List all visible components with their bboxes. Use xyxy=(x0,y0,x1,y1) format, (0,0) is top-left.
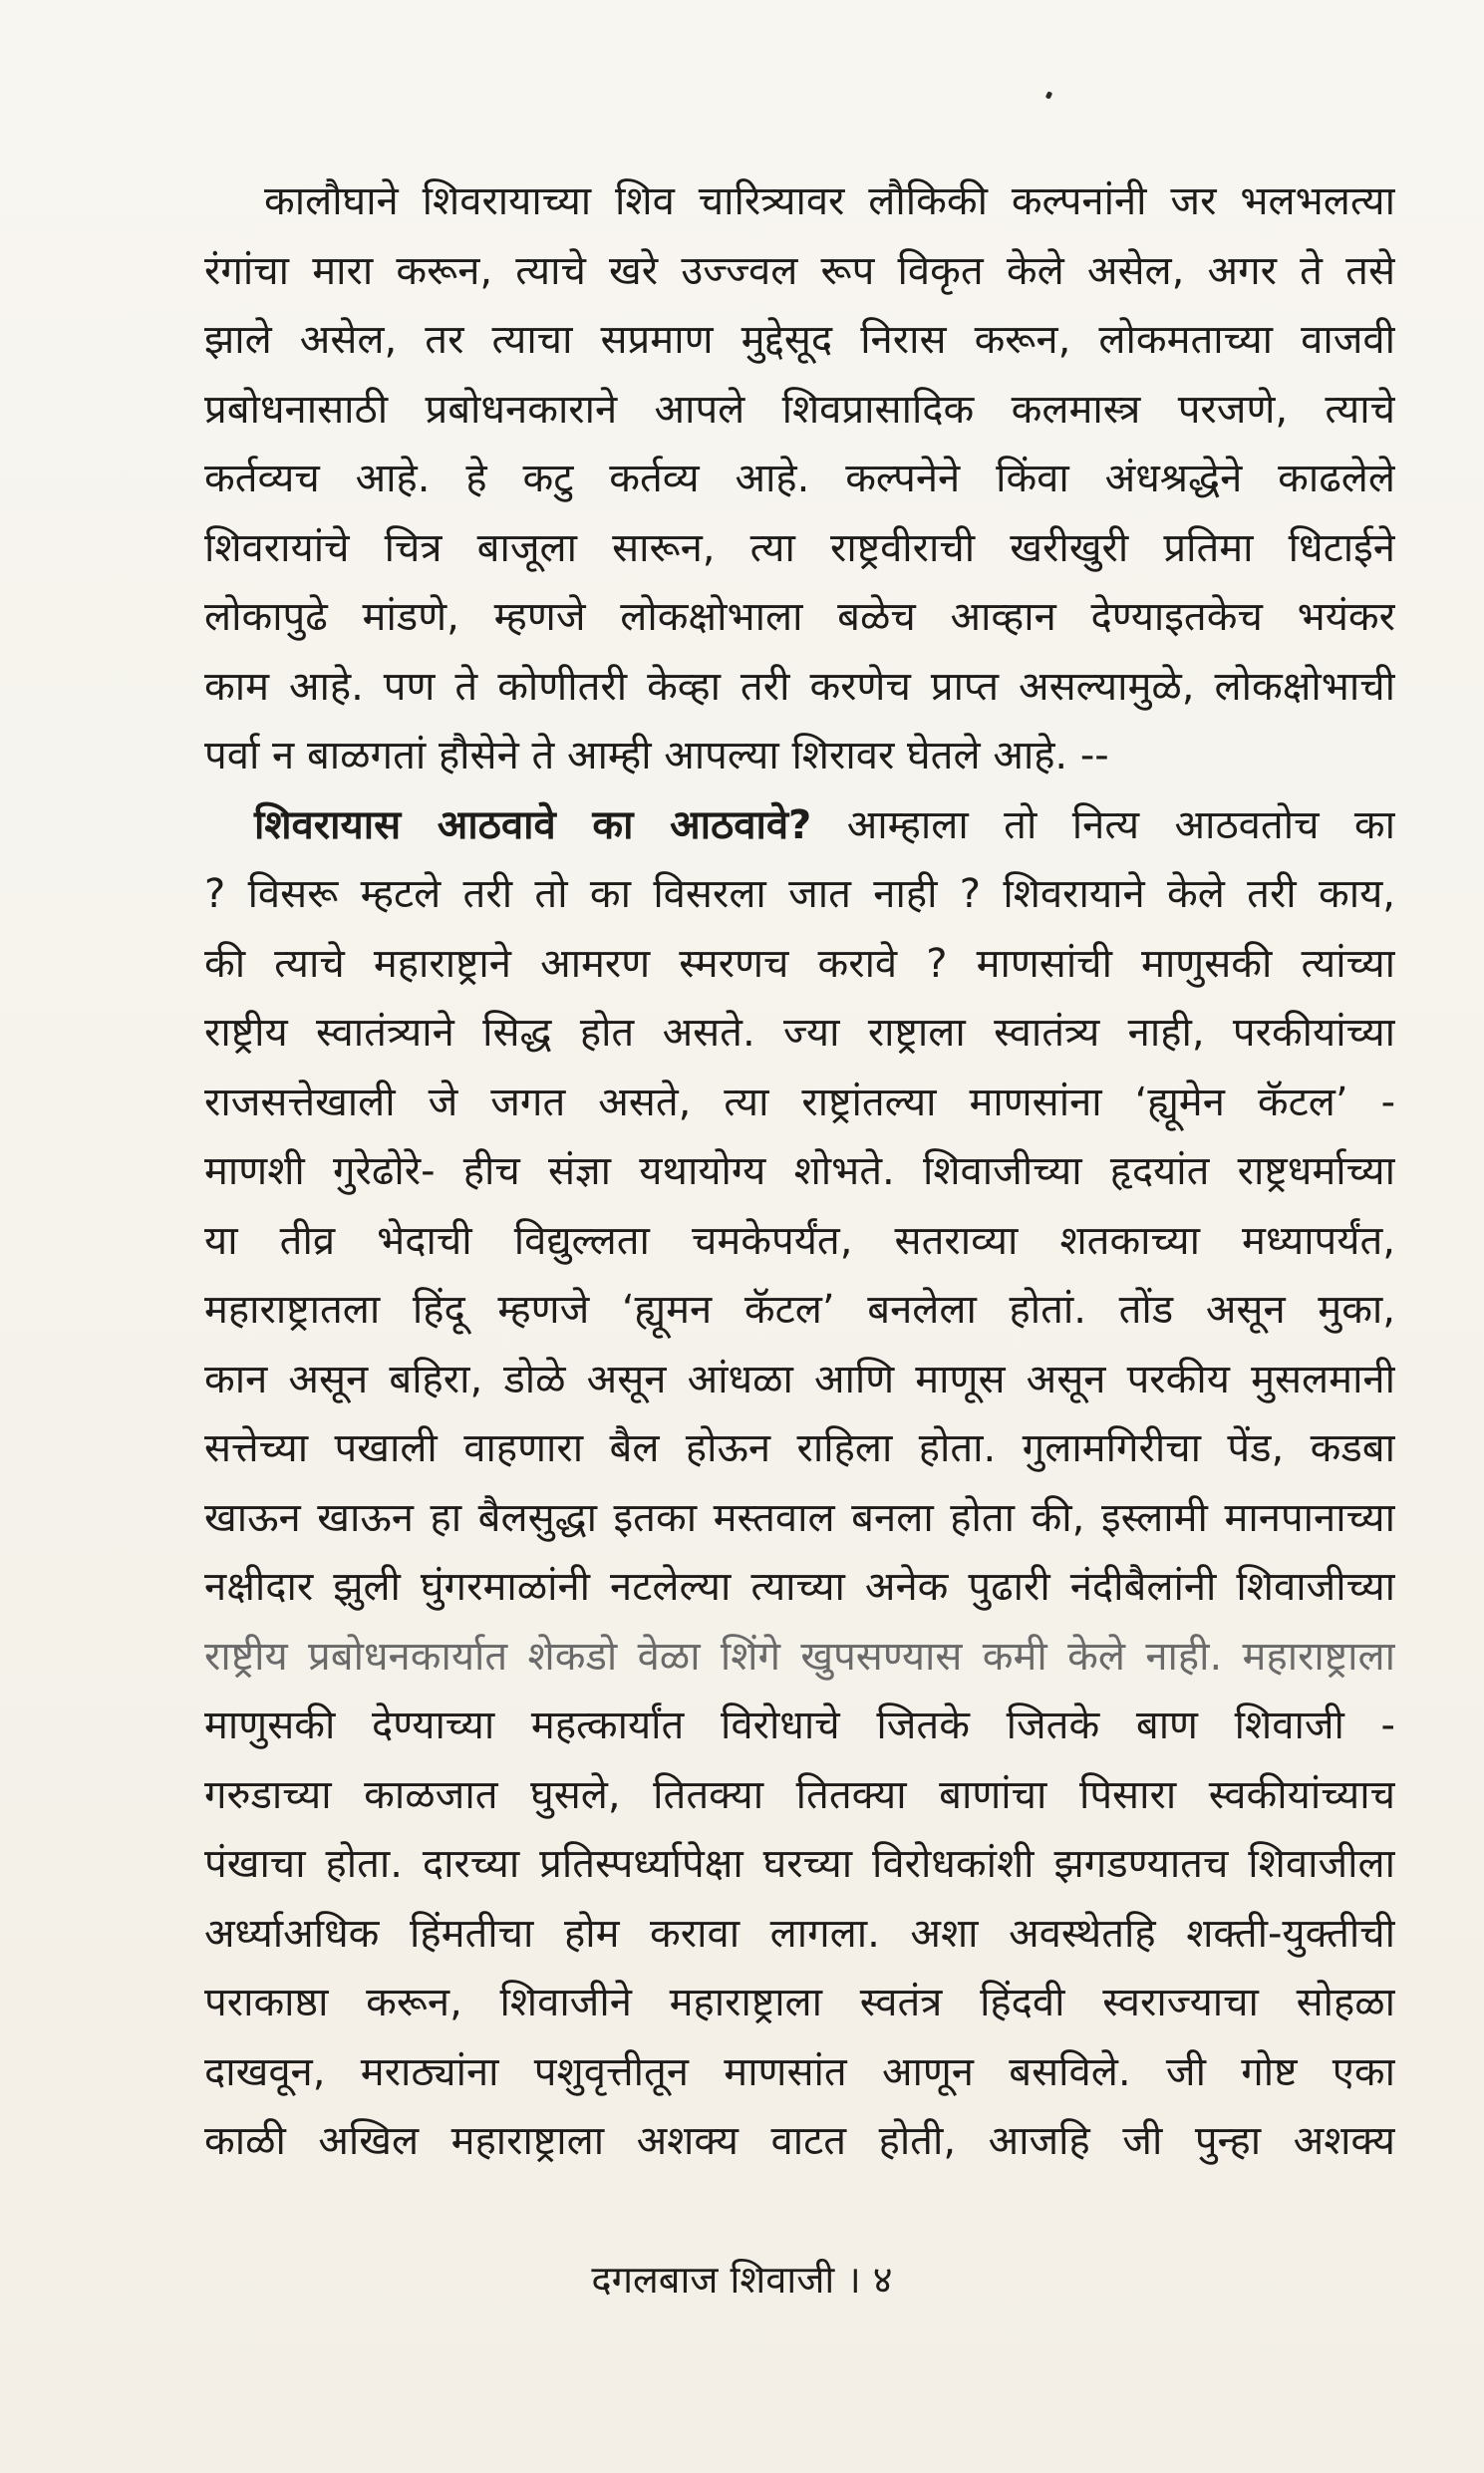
paragraph-2-line-4: राष्ट्रीय स्वातंत्र्याने सिद्ध होत असते. ज्या राष्ट्राला स्वातंत्र्य नाही, परकीयांच्या xyxy=(204,1010,1395,1056)
paragraph-2-line-6: माणशी गुरेढोरे- हीच संज्ञा यथायोग्य शोभते. शिवाजीच्या हृदयांत राष्ट्रधर्माच्या xyxy=(204,1148,1395,1194)
paragraph-2-line-16: पंखाचा होता. दारच्या प्रतिस्पर्ध्यापेक्षा घरच्या विरोधकांशी झगडण्यातच शिवाजीला xyxy=(204,1841,1395,1887)
paragraph-2-line-1 xyxy=(204,791,1395,861)
paragraph-1-line-8: काम आहे. पण ते कोणीतरी केव्हा तरी करणेच प्राप्त असल्यामुळे, लोकक्षोभाची xyxy=(204,663,1395,710)
paragraph-2-line-15: गरुडाच्या काळजात घुसले, तितक्या तितक्या बाणांचा पिसारा स्वकीयांच्याच xyxy=(204,1771,1395,1818)
paragraph-2-line-13: राष्ट्रीय प्रबोधनकार्यात शेकडो वेळा शिंगे खुपसण्यास कमी केले नाही. महाराष्ट्राला xyxy=(204,1633,1395,1680)
paragraph-2-line-14: माणुसकी देण्याच्या महत्कार्यांत विरोधाचे जितके जितके बाण शिवाजी - xyxy=(204,1702,1395,1748)
paragraph-2-line-20: काळी अखिल महाराष्ट्राला अशक्य वाटत होती, आजहि जी पुन्हा अशक्य xyxy=(204,2118,1395,2164)
paragraph-2-line-5: राजसत्तेखाली जे जगत असते, त्या राष्ट्रांतल्या माणसांना ‘ह्यूमेन कॅटल’ - xyxy=(204,1079,1395,1125)
ink-speck xyxy=(1045,91,1052,99)
paragraph-1-line-3: झाले असेल, तर त्याचा सप्रमाण मुद्देसूद निरास करून, लोकमताच्या वाजवी xyxy=(204,317,1395,363)
body-text xyxy=(204,167,1395,2177)
paragraph-1-line-9: पर्वा न बाळगतां हौसेने ते आम्ही आपल्या शिरावर घेतले आहे. -- xyxy=(204,733,1109,778)
paragraph-2-line-8: महाराष्ट्रातला हिंदू म्हणजे ‘ह्यूमन कॅटल’ बनलेला होतां. तोंड असून मुका, xyxy=(204,1287,1395,1333)
paragraph-1-line-4: प्रबोधनासाठी प्रबोधनकाराने आपले शिवप्रासादिक कलमास्त्र परजणे, त्याचे xyxy=(204,386,1395,433)
page-footer: दगलबाज शिवाजी । ४ xyxy=(591,2258,893,2302)
paragraph-2-line-2: ? विसरू म्हटले तरी तो का विसरला जात नाही ? शिवरायाने केले तरी काय, xyxy=(204,871,1395,917)
paragraph-2-line-11: खाऊन खाऊन हा बैलसुद्धा इतका मस्तवाल बनला होता की, इस्लामी मानपानाच्या xyxy=(204,1494,1395,1541)
paragraph-2-line-18: पराकाष्ठा करून, शिवाजीने महाराष्ट्राला स्वतंत्र हिंदवी स्वराज्याचा सोहळा xyxy=(204,1980,1395,2025)
paragraph-2-line-7: या तीव्र भेदाची विद्युल्लता चमकेपर्यंत, सतराव्या शतकाच्या मध्यापर्यंत, xyxy=(204,1217,1395,1264)
paragraph-1-line-2: रंगांचा मारा करून, त्याचे खरे उज्ज्वल रूप विकृत केले असेल, अगर ते तसे xyxy=(204,247,1395,294)
paragraph-2-bold-lead: शिवरायास आठवावे का आठवावे? xyxy=(254,801,812,848)
paragraph-2-line-12: नक्षीदार झुली घुंगरमाळांनी नटलेल्या त्याच्या अनेक पुढारी नंदीबैलांनी शिवाजीच्या xyxy=(204,1564,1395,1610)
paragraph-1-line-7: लोकापुढे मांडणे, म्हणजे लोकक्षोभाला बळेच आव्हान देण्याइतकेच भयंकर xyxy=(204,594,1395,640)
paragraph-1-line-1: कालौघाने शिवरायाच्या शिव चारित्र्यावर लौकिकी कल्पनांनी जर भलभलत्या xyxy=(264,178,1395,224)
paragraph-2-line-10: सत्तेच्या पखाली वाहणारा बैल होऊन राहिला होता. गुलामगिरीचा पेंड, कडबा xyxy=(204,1425,1395,1471)
paragraph-2-line-17: अर्ध्याअधिक हिंमतीचा होम करावा लागला. अशा अवस्थेतहि शक्ती-युक्तीची xyxy=(204,1910,1395,1957)
paragraph-2-lead-rest: आम्हाला तो नित्य आठवतोच का xyxy=(811,801,1395,848)
paragraph-2-line-9: कान असून बहिरा, डोळे असून आंधळा आणि माणूस असून परकीय मुसलमानी xyxy=(204,1356,1395,1402)
paragraph-1-line-6: शिवरायांचे चित्र बाजूला सारून, त्या राष्ट्रवीराची खरीखुरी प्रतिमा धिटाईने xyxy=(204,524,1395,571)
paragraph-2-line-19: दाखवून, मराठ्यांना पशुवृत्तीतून माणसांत आणून बसविले. जी गोष्ट एका xyxy=(204,2048,1395,2095)
paragraph-2-line-3: की त्याचे महाराष्ट्राने आमरण स्मरणच करावे ? माणसांची माणुसकी त्यांच्या xyxy=(204,940,1395,987)
paragraph-1-line-5: कर्तव्यच आहे. हे कटु कर्तव्य आहे. कल्पनेने किंवा अंधश्रद्धेने काढलेले xyxy=(204,456,1395,501)
